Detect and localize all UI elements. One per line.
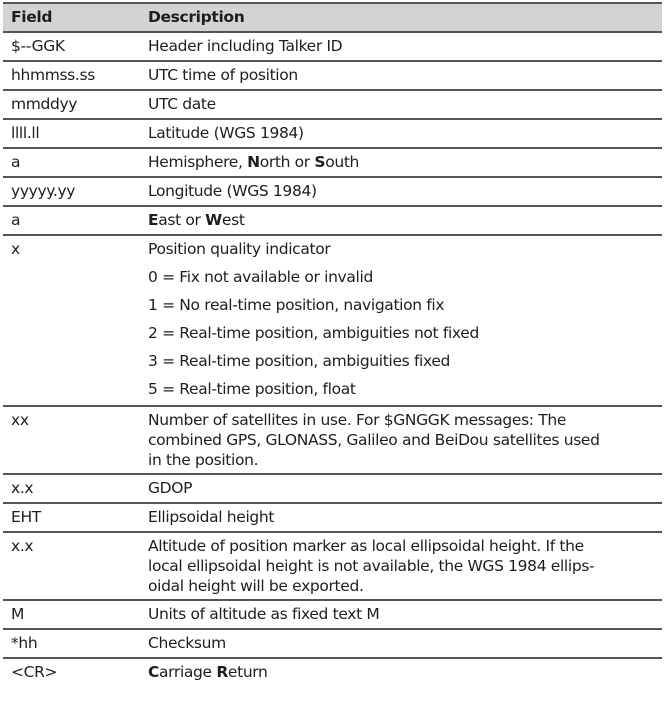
description-cell [148, 206, 662, 235]
table-header-row [3, 3, 662, 32]
table-row [3, 61, 662, 90]
field-cell: xx [3, 406, 148, 474]
table-row [3, 119, 662, 148]
description-line: Altitude of position marker as local ellipsoidal height. If the [148, 537, 584, 555]
column-header-field: Field [11, 8, 53, 26]
field-cell: hhmmss.ss [3, 61, 148, 90]
description-text: eturn [227, 663, 268, 681]
description-cell [148, 235, 662, 406]
description-cell [148, 658, 662, 686]
table-row [3, 600, 662, 629]
description-cell: GDOP [148, 474, 662, 503]
field-cell: mmddyy [3, 90, 148, 119]
description-line: combined GPS, GLONASS, Galileo and BeiDou satellites used [148, 431, 600, 449]
table-row [3, 406, 662, 474]
emphasis-letter: W [205, 211, 222, 229]
field-cell: $--GGK [3, 32, 148, 61]
table-row [3, 177, 662, 206]
field-cell: x.x [3, 532, 148, 600]
description-cell [148, 148, 662, 177]
description-text: arriage [159, 663, 217, 681]
field-cell: x [3, 235, 148, 406]
emphasis-letter: R [216, 663, 228, 681]
table-row [3, 474, 662, 503]
description-cell: Longitude (WGS 1984) [148, 177, 662, 206]
description-line: local ellipsoidal height is not available, the WGS 1984 ellips- [148, 557, 595, 575]
field-cell: yyyyy.yy [3, 177, 148, 206]
emphasis-letter: C [148, 663, 160, 681]
description-cell: Units of altitude as fixed text M [148, 600, 662, 629]
description-text: Position quality indicator [148, 240, 331, 258]
quality-value: 2 = Real-time position, ambiguities not fixed [148, 324, 479, 342]
table-row [3, 235, 662, 406]
quality-value: 1 = No real-time position, navigation fix [148, 296, 445, 314]
emphasis-letter: N [247, 153, 260, 171]
description-text: ast or [158, 211, 206, 229]
description-text: outh [325, 153, 360, 171]
description-cell: Latitude (WGS 1984) [148, 119, 662, 148]
description-line: Number of satellites in use. For $GNGGK messages: The [148, 411, 567, 429]
table-row [3, 32, 662, 61]
table-row [3, 90, 662, 119]
table-row [3, 658, 662, 686]
description-text: Hemisphere, [148, 153, 248, 171]
description-cell: Ellipsoidal height [148, 503, 662, 532]
description-cell [148, 406, 662, 474]
nmea-ggk-field-table [3, 2, 662, 686]
quality-value: 5 = Real-time position, float [148, 380, 356, 398]
table-row [3, 503, 662, 532]
field-cell: M [3, 600, 148, 629]
column-header-description: Description [148, 8, 245, 26]
field-cell: x.x [3, 474, 148, 503]
description-cell: Checksum [148, 629, 662, 658]
field-cell: EHT [3, 503, 148, 532]
description-cell: Header including Talker ID [148, 32, 662, 61]
table-row [3, 629, 662, 658]
description-line: in the position. [148, 451, 259, 469]
table-row [3, 148, 662, 177]
description-line: oidal height will be exported. [148, 577, 364, 595]
description-text: orth or [259, 153, 315, 171]
field-cell: *hh [3, 629, 148, 658]
field-cell: a [3, 148, 148, 177]
quality-value: 0 = Fix not available or invalid [148, 268, 373, 286]
description-cell [148, 532, 662, 600]
emphasis-letter: E [148, 211, 159, 229]
table-row [3, 532, 662, 600]
table-row [3, 206, 662, 235]
emphasis-letter: S [314, 153, 326, 171]
field-cell: llll.ll [3, 119, 148, 148]
field-cell: a [3, 206, 148, 235]
description-text: est [221, 211, 245, 229]
quality-value: 3 = Real-time position, ambiguities fixed [148, 352, 451, 370]
description-cell: UTC time of position [148, 61, 662, 90]
field-cell: <CR> [11, 663, 58, 681]
description-cell: UTC date [148, 90, 662, 119]
